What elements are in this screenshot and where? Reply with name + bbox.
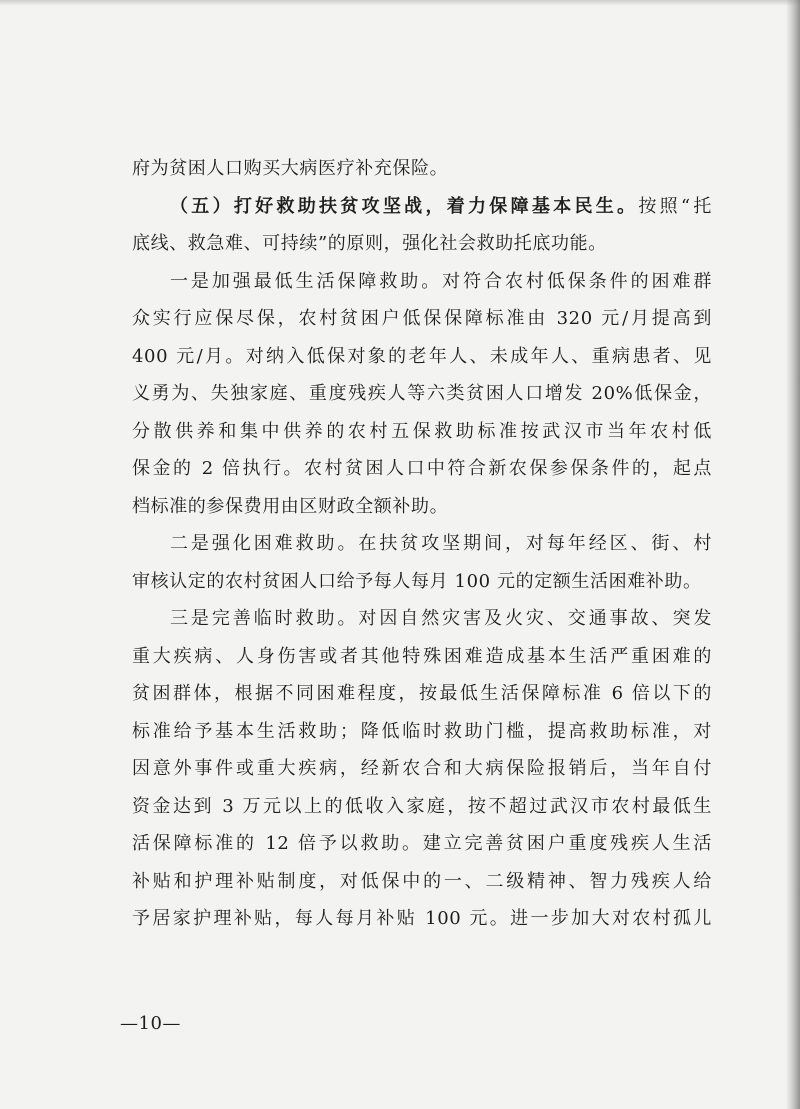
scan-shadow-right [786,0,800,1109]
paragraph-line: 贫困群体，根据不同困难程度，按最低生活保障标准 6 倍以下的 [132,683,712,704]
paragraph-line: 一是加强最低生活保障救助。对符合农村低保条件的困难群 [170,270,712,292]
paragraph-line: 众实行应保尽保，农村贫困户低保保障标准由 320 元/月提高到 [132,308,712,329]
paragraph-line: 因意外事件或重大疾病，经新农合和大病保险报销后，当年自付 [132,758,712,779]
paragraph-line: 三是完善临时救助。对因自然灾害及火灾、交通事故、突发 [170,608,712,629]
scan-shadow-top [0,0,800,6]
paragraph-line: 予居家护理补贴，每人每月补贴 100 元。进一步加大对农村孤儿 [132,908,712,929]
paragraph-line: 保金的 2 倍执行。农村贫困人口中符合新农保参保条件的，起点 [132,458,712,479]
paragraph-line: 重大疾病、人身伤害或者其他特殊困难造成基本生活严重困难的 [132,645,712,667]
paragraph-line: 分散供养和集中供养的农村五保救助标准按武汉市当年农村低 [132,420,712,442]
paragraph-line: 义勇为、失独家庭、重度残疾人等六类贫困人口增发 20%低保金， [132,383,712,404]
paragraph-line: 档标准的参保费用由区财政全额补助。 [132,495,449,517]
paragraph-line: 二是强化困难救助。在扶贫攻坚期间，对每年经区、街、村 [170,533,712,554]
paragraph-line: 资金达到 3 万元以上的低收入家庭，按不超过武汉市农村最低生 [132,795,712,817]
page-number: —10— [120,1013,181,1034]
section-heading: （五）打好救助扶贫攻坚战，着力保障基本民生。 [170,195,639,217]
paragraph-line: 府为贫困人口购买大病医疗补充保险。 [132,158,449,179]
section-heading-continuation: 按照“托 [638,195,712,217]
paragraph-line: 底线、救急难、可持续”的原则，强化社会救助托底功能。 [132,233,607,254]
paragraph-line: 400 元/月。对纳入低保对象的老年人、未成年人、重病患者、见 [132,345,712,367]
paragraph-line: 活保障标准的 12 倍予以救助。建立完善贫困户重度残疾人生活 [132,833,712,854]
paragraph-line: 补贴和护理补贴制度，对低保中的一、二级精神、智力残疾人给 [132,870,712,892]
paragraph-line: 标准给予基本生活救助；降低临时救助门槛，提高救助标准，对 [132,720,712,742]
paragraph-line: 审核认定的农村贫困人口给予每人每月 100 元的定额生活困难补助。 [132,570,702,592]
section-five-first-line [132,188,712,226]
document-body [132,150,712,938]
